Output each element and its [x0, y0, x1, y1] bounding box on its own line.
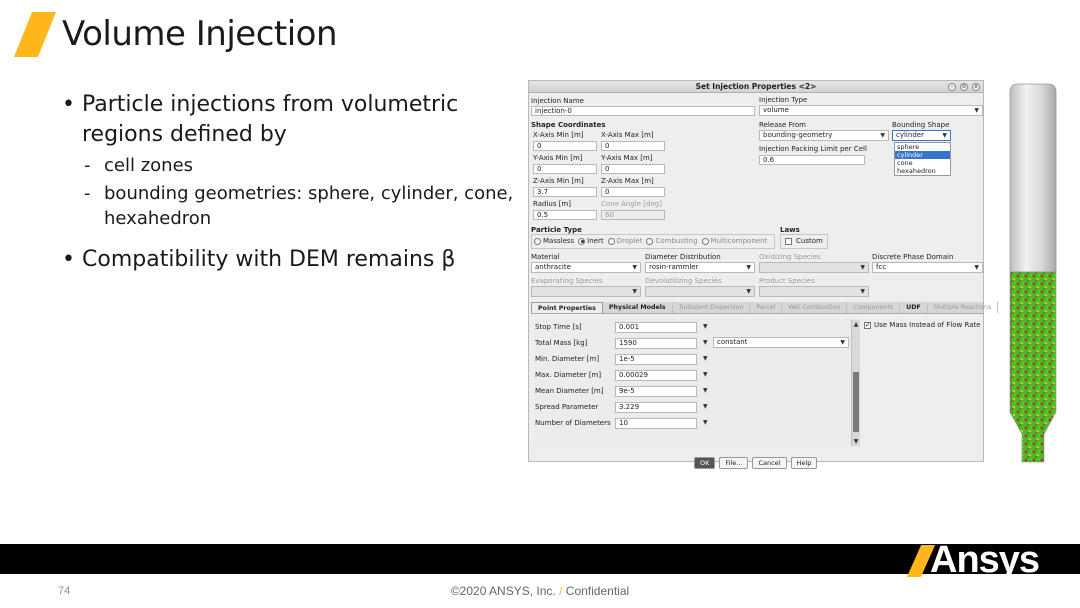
- discrete-phase-domain-select[interactable]: [872, 262, 983, 273]
- mass-mode-value: constant: [717, 338, 748, 346]
- sub-bullet-item: - cell zones: [60, 153, 530, 178]
- bounding-shape-label: Bounding Shape: [892, 121, 950, 129]
- properties-tabs: [531, 302, 992, 314]
- property-label: Stop Time [s]: [535, 323, 582, 331]
- use-mass-label: Use Mass Instead of Flow Rate: [874, 321, 981, 329]
- dropdown-option[interactable]: hexahedron: [897, 167, 936, 175]
- custom-laws-label: Custom: [796, 237, 823, 245]
- chevron-down-icon: ▼: [746, 264, 751, 271]
- particle-type-label: Particle Type: [531, 226, 582, 234]
- radio-inert[interactable]: [578, 237, 603, 245]
- copyright-separator: /: [559, 584, 563, 598]
- injection-type-value: volume: [763, 106, 789, 114]
- dropdown-option[interactable]: cone: [897, 159, 913, 167]
- window-controls: [948, 83, 980, 91]
- chevron-down-icon[interactable]: ▼: [703, 371, 708, 378]
- y-max-field[interactable]: 0: [601, 164, 665, 174]
- evaporating-species-select: [531, 286, 641, 297]
- scrollbar-thumb[interactable]: [853, 372, 859, 432]
- chevron-down-icon: ▼: [860, 288, 865, 295]
- z-min-field[interactable]: 3.7: [533, 187, 597, 197]
- z-min-label: Z-Axis Min [m]: [533, 177, 584, 185]
- injection-type-label: Injection Type: [759, 96, 808, 104]
- chevron-down-icon: ▼: [632, 264, 637, 271]
- x-min-field[interactable]: 0: [533, 141, 597, 151]
- oxidizing-species-label: Oxidizing Species: [759, 253, 821, 261]
- diameter-distribution-value: rosin-rammler: [649, 263, 699, 271]
- radius-field[interactable]: 0.5: [533, 210, 597, 220]
- cancel-button[interactable]: Cancel: [752, 457, 786, 469]
- shape-coordinates-label: Shape Coordinates: [531, 121, 606, 129]
- minimize-icon[interactable]: -: [948, 83, 956, 91]
- radio-selected-icon: [578, 238, 585, 245]
- chevron-down-icon: ▼: [974, 264, 979, 271]
- x-max-label: X-Axis Max [m]: [601, 131, 654, 139]
- chevron-down-icon: ▼: [880, 132, 885, 139]
- chevron-down-icon[interactable]: ▼: [703, 403, 708, 410]
- radio-label: Inert: [587, 237, 604, 245]
- radio-multicomponent[interactable]: [702, 237, 768, 245]
- release-from-label: Release From: [759, 121, 806, 129]
- copyright-notice: [0, 584, 1080, 598]
- chevron-down-icon: ▼: [746, 288, 751, 295]
- title-accent-bar: [14, 12, 56, 57]
- material-label: Material: [531, 253, 560, 261]
- chevron-down-icon[interactable]: ▼: [703, 419, 708, 426]
- bullet-list: [60, 90, 530, 275]
- chevron-down-icon: ▼: [840, 339, 845, 346]
- scroll-up-icon[interactable]: ▲: [853, 321, 859, 328]
- chevron-down-icon[interactable]: ▼: [703, 339, 708, 346]
- x-max-field[interactable]: 0: [601, 141, 665, 151]
- use-mass-checkbox[interactable]: [864, 322, 871, 329]
- injection-type-select[interactable]: [759, 105, 983, 116]
- release-from-select[interactable]: [759, 130, 889, 141]
- panel-scrollbar[interactable]: [851, 320, 860, 446]
- property-label: Min. Diameter [m]: [535, 355, 600, 363]
- radius-label: Radius [m]: [533, 200, 571, 208]
- property-field[interactable]: 0.00029: [615, 370, 697, 381]
- devolatilizing-species-label: Devolatilizing Species: [645, 277, 722, 285]
- chevron-down-icon: ▼: [974, 107, 979, 114]
- radio-label: Multicomponent: [710, 237, 768, 245]
- z-max-label: Z-Axis Max [m]: [601, 177, 654, 185]
- property-field[interactable]: 1590: [615, 338, 697, 349]
- property-field[interactable]: 10: [615, 418, 697, 429]
- chevron-down-icon[interactable]: ▼: [703, 323, 708, 330]
- radio-icon: [702, 238, 709, 245]
- radio-droplet[interactable]: [608, 237, 643, 245]
- page-number: 74: [58, 585, 71, 597]
- radio-icon: [646, 238, 653, 245]
- bounding-shape-dropdown: [894, 142, 951, 176]
- chevron-down-icon: ▼: [860, 264, 865, 271]
- chevron-down-icon: ▼: [632, 288, 637, 295]
- point-properties-panel: [533, 319, 859, 446]
- maximize-icon[interactable]: o: [960, 83, 968, 91]
- bullet-item: • Compatibility with DEM remains β: [60, 245, 530, 275]
- column-simulation-image: [1008, 82, 1058, 464]
- tab-parcel[interactable]: Parcel: [750, 302, 782, 313]
- cone-angle-label: Cone Angle [deg]: [601, 200, 662, 208]
- tab-point-properties[interactable]: Point Properties: [531, 302, 603, 313]
- tab-wet-combustion[interactable]: Wet Combustion: [782, 302, 847, 313]
- property-field[interactable]: 3.229: [615, 402, 697, 413]
- property-label: Max. Diameter [m]: [535, 371, 602, 379]
- dialog-title: Set Injection Properties <2>: [529, 81, 983, 93]
- mass-mode-select[interactable]: [713, 337, 849, 348]
- particle-type-radios: [534, 237, 767, 245]
- discrete-phase-domain-value: fcc: [876, 263, 887, 271]
- z-max-field[interactable]: 0: [601, 187, 665, 197]
- bounding-shape-select[interactable]: [892, 130, 951, 141]
- injection-name-field[interactable]: injection-0: [531, 106, 755, 116]
- dropdown-option-selected[interactable]: cylinder: [895, 151, 950, 159]
- evaporating-species-label: Evaporating Species: [531, 277, 603, 285]
- cone-angle-field: 60: [601, 210, 665, 220]
- y-min-field[interactable]: 0: [533, 164, 597, 174]
- injection-name-label: Injection Name: [531, 97, 584, 105]
- confidential-text: Confidential: [565, 584, 630, 598]
- dialog-buttons: [694, 457, 817, 469]
- diameter-distribution-select[interactable]: [645, 262, 755, 273]
- packing-limit-label: Injection Packing Limit per Cell: [759, 145, 867, 153]
- radio-massless[interactable]: [534, 237, 574, 245]
- chevron-down-icon[interactable]: ▼: [703, 355, 708, 362]
- slide-title: Volume Injection: [62, 14, 338, 54]
- tab-turbulent-dispersion[interactable]: Turbulent Dispersion: [673, 302, 751, 313]
- laws-label: Laws: [780, 226, 800, 234]
- tab-physical-models[interactable]: Physical Models: [603, 302, 673, 313]
- y-min-label: Y-Axis Min [m]: [533, 154, 583, 162]
- dropdown-option[interactable]: sphere: [897, 143, 920, 151]
- radio-icon: [534, 238, 541, 245]
- bullet-item: • Particle injections from volumetric regions defined by: [60, 90, 530, 150]
- product-species-select: [759, 286, 869, 297]
- property-label: Total Mass [kg]: [535, 339, 588, 347]
- ok-button[interactable]: OK: [694, 457, 715, 469]
- radio-label: Combusting: [655, 237, 698, 245]
- discrete-phase-domain-label: Discrete Phase Domain: [872, 253, 954, 261]
- help-button[interactable]: Help: [791, 457, 818, 469]
- x-min-label: X-Axis Min [m]: [533, 131, 584, 139]
- diameter-distribution-label: Diameter Distribution: [645, 253, 721, 261]
- devolatilizing-species-select: [645, 286, 755, 297]
- property-label: Spread Parameter: [535, 403, 599, 411]
- tab-components[interactable]: Components: [847, 302, 900, 313]
- chevron-down-icon[interactable]: ▼: [703, 387, 708, 394]
- y-max-label: Y-Axis Max [m]: [601, 154, 653, 162]
- chevron-down-icon: ▼: [942, 132, 947, 139]
- logo-text: Ansys: [930, 539, 1040, 581]
- sub-bullet-item: - bounding geometries: sphere, cylinder, cone, hexahedron: [60, 181, 530, 231]
- close-icon[interactable]: x: [972, 83, 980, 91]
- oxidizing-species-select: [759, 262, 869, 273]
- tab-multiple-reactions[interactable]: Multiple Reactions: [928, 302, 999, 313]
- tab-udf[interactable]: UDF: [900, 302, 928, 313]
- release-from-value: bounding-geometry: [763, 131, 833, 139]
- injection-properties-dialog: [528, 80, 992, 467]
- product-species-label: Product Species: [759, 277, 815, 285]
- copyright-text: ©2020 ANSYS, Inc.: [450, 584, 556, 598]
- scroll-down-icon[interactable]: ▼: [853, 438, 859, 445]
- property-label: Mean Diameter [m]: [535, 387, 604, 395]
- property-label: Number of Diameters: [535, 419, 611, 427]
- radio-combusting[interactable]: [646, 237, 697, 245]
- material-value: anthracite: [535, 263, 571, 271]
- bounding-shape-value: cylinder: [896, 131, 924, 139]
- property-field[interactable]: 1e-5: [615, 354, 697, 365]
- file-button[interactable]: File...: [719, 457, 748, 469]
- radio-icon: [608, 238, 615, 245]
- custom-laws-checkbox[interactable]: [785, 238, 792, 245]
- material-select[interactable]: [531, 262, 641, 273]
- radio-label: Massless: [543, 237, 575, 245]
- packing-limit-field[interactable]: 0.6: [759, 155, 865, 165]
- property-field[interactable]: 0.001: [615, 322, 697, 333]
- radio-label: Droplet: [616, 237, 643, 245]
- property-field[interactable]: 9e-5: [615, 386, 697, 397]
